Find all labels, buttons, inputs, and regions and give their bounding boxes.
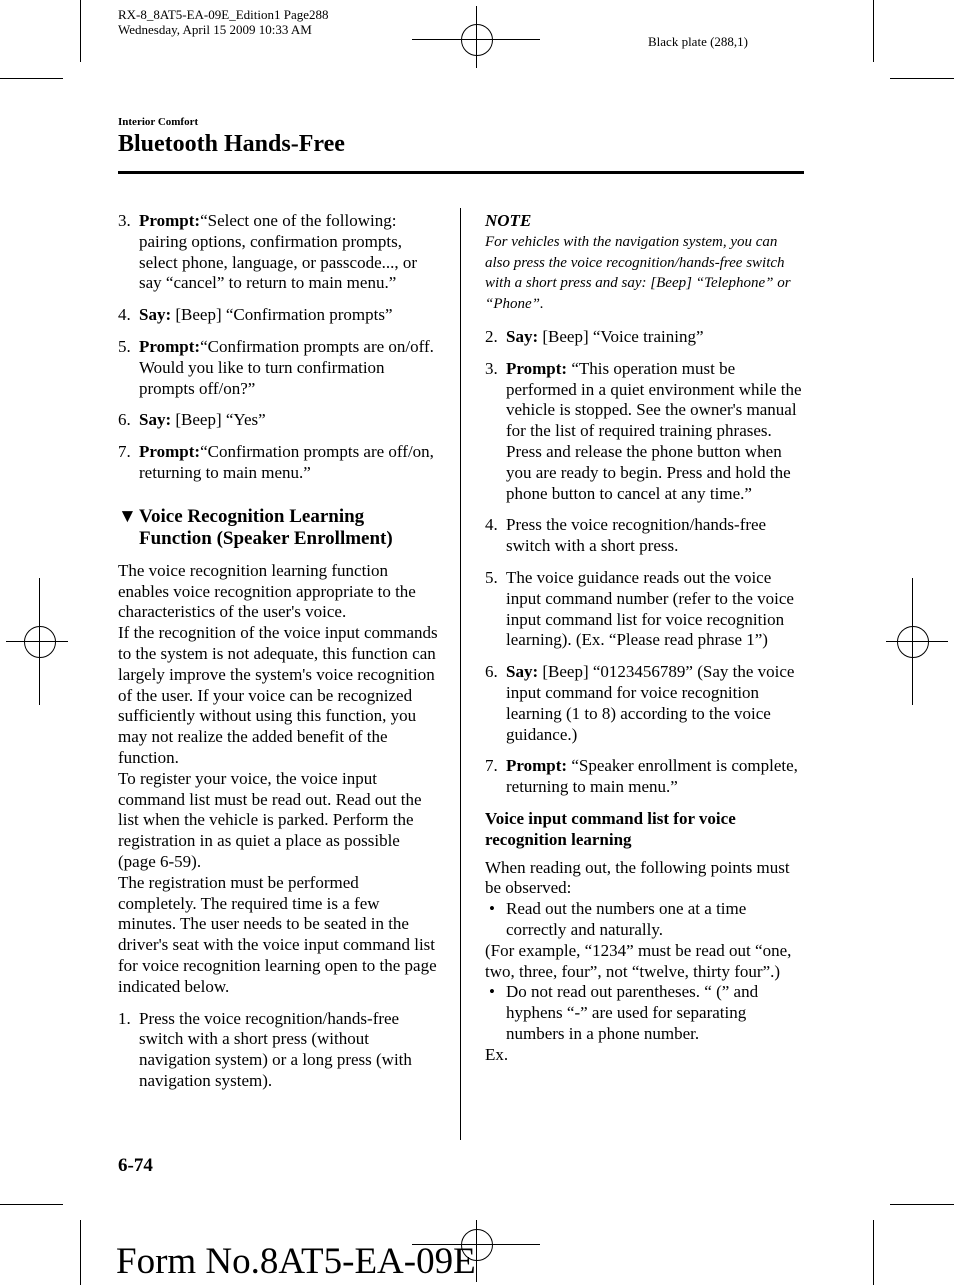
plate-label: Black plate (288,1) <box>648 34 748 49</box>
note-text: For vehicles with the navigation system, you can also press the voice recognition/hands-free switch with a short press and say: [Beep] “Telephone” or “Phone”. <box>485 233 791 313</box>
triangle-down-icon: ▼ <box>118 505 137 527</box>
subheading-text: Voice Recognition Learning Function (Speaker Enrollment) <box>139 505 393 549</box>
paragraph: If the recognition of the voice input commands to the system is not adequate, this function can largely improve the system's voice recognition of the user. If your voice can be recognized sufficiently without using this function, you may not realize the added benefit of the function. <box>118 623 438 767</box>
page-number: 6-74 <box>118 1155 153 1176</box>
ex-label: Ex. <box>485 1044 509 1064</box>
left-column <box>118 211 438 1103</box>
list-item: 3. Prompt:“Select one of the following: pairing options, confirmation prompts, select phone, language, or passcode..., or say “cancel” to return to main menu.” <box>118 211 418 293</box>
list-item: 4. Say: [Beep] “Confirmation prompts” <box>118 305 393 325</box>
paragraph: The voice recognition learning function enables voice recognition appropriate to the characteristics of the user's voice. <box>118 560 416 622</box>
list-item: 5. The voice guidance reads out the voice input command number (refer to the voice input command list for voice recognition learning). (Ex. “Please read phrase 1”) <box>485 567 794 650</box>
steps-list-a <box>118 211 438 484</box>
title-rule <box>118 171 804 174</box>
list-item: 7. Prompt: “Speaker enrollment is complete, returning to main menu.” <box>485 756 798 797</box>
list-item: 6. Say: [Beep] “0123456789” (Say the voice input command for voice recognition learning (1 to 8) according to the voice guidance.) <box>485 662 795 744</box>
paragraph: To register your voice, the voice input command list must be read out. Read out the list when the vehicle is parked. Perform the registration in as quiet a place as possible (page 6-59). <box>118 768 422 871</box>
print-header <box>118 7 329 37</box>
list-item: 7. Prompt:“Confirmation prompts are off/on, returning to main menu.” <box>118 442 434 482</box>
form-number-footer: Form No.8AT5-EA-09E <box>116 1241 476 1282</box>
list-item: 5. Prompt:“Confirmation prompts are on/off. Would you like to turn confirmation prompts off/on?” <box>118 336 434 398</box>
bullet-icon: • <box>489 982 495 1002</box>
right-column <box>485 211 805 1065</box>
bullet-icon: • <box>489 899 495 919</box>
example-text: (For example, “1234” must be read out “one, two, three, four”, not “twelve, thirty four”.) <box>485 940 792 981</box>
section-label: Interior Comfort <box>118 116 199 128</box>
paragraph: The registration must be performed completely. The required time is a few minutes. The user needs to be seated in the driver's seat with the voice input command list for voice recognition learning open to the page indicated below. <box>118 872 437 996</box>
steps-list-b <box>118 1009 438 1092</box>
list-item: 3. Prompt: “This operation must be performed in a quiet environment while the vehicle is stopped. See the owner's manual for the list of required training phrases. Press and release the phone button when you are ready to begin. Press and hold the phone button to cancel at any time.” <box>485 358 802 503</box>
list-item: 1. Press the voice recognition/hands-free switch with a short press (without navigation system) or a long press (with navigation system). <box>118 1008 412 1090</box>
print-header-file: RX-8_8AT5-EA-09E_Edition1 Page288 <box>118 7 329 22</box>
list-item: 6. Say: [Beep] “Yes” <box>118 410 266 430</box>
bullet-item: • Do not read out parentheses. “ (” and hyphens “-” are used for separating numbers in a phone number. <box>489 982 759 1043</box>
steps-list-c <box>485 327 805 798</box>
print-header-date: Wednesday, April 15 2009 10:33 AM <box>118 22 312 37</box>
subheading <box>118 506 438 550</box>
list-item: 4. Press the voice recognition/hands-free switch with a short press. <box>485 515 767 556</box>
page-title: Bluetooth Hands-Free <box>118 131 345 157</box>
list-heading: Voice input command list for voice recognition learning <box>485 808 736 849</box>
note-heading: NOTE <box>485 211 532 230</box>
body-text <box>118 561 438 998</box>
column-divider <box>460 208 461 1140</box>
bullet-item: • Read out the numbers one at a time correctly and naturally. <box>489 899 747 939</box>
intro-text: When reading out, the following points must be observed: <box>485 857 790 898</box>
list-item: 2. Say: [Beep] “Voice training” <box>485 326 704 346</box>
